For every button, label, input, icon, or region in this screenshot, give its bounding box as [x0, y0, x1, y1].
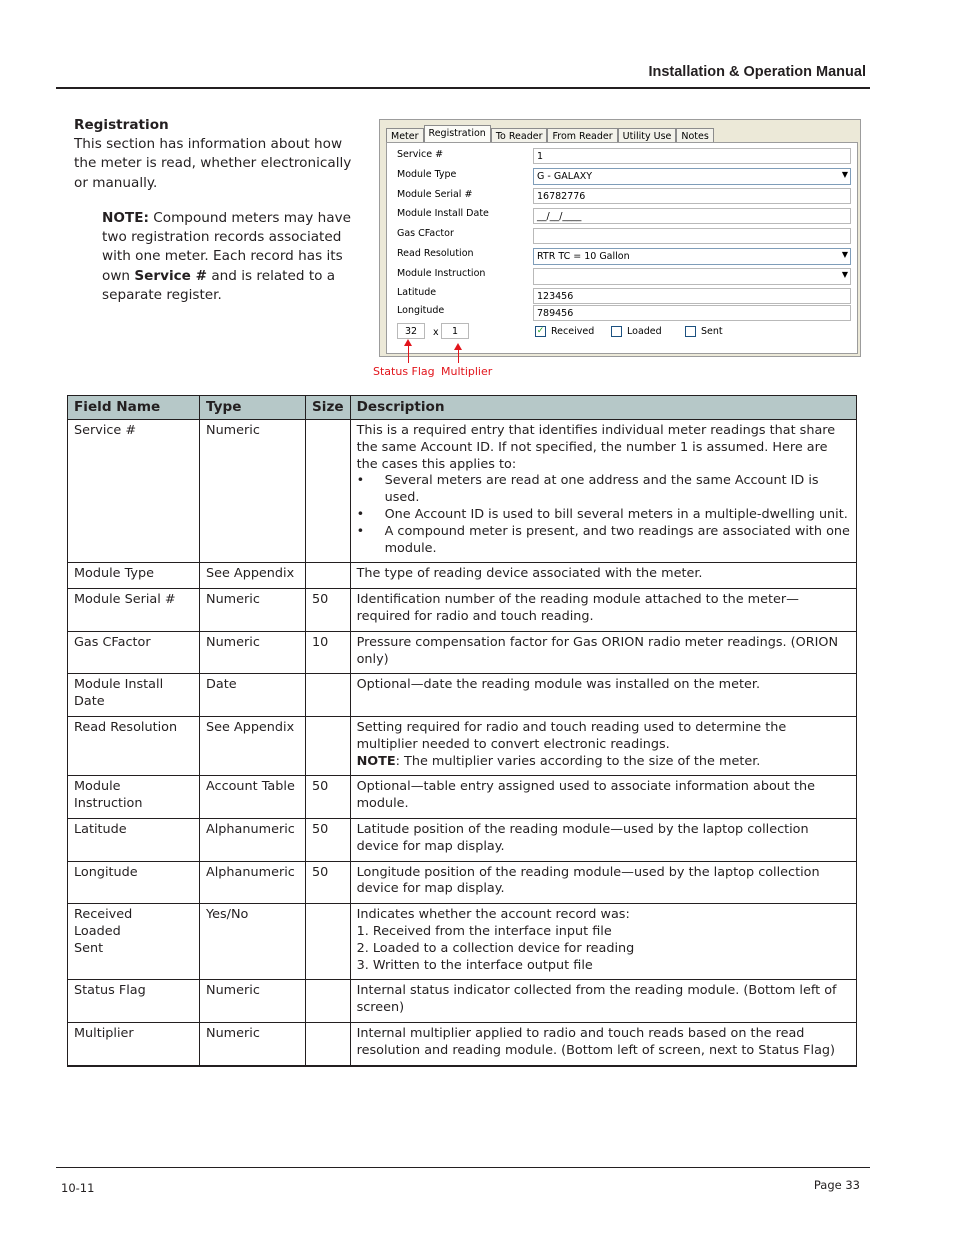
- cell-size: [306, 563, 351, 589]
- registration-panel: [386, 142, 858, 354]
- note-label: NOTE: [356, 753, 396, 769]
- bullet: •: [356, 523, 365, 539]
- cell-size: 50: [306, 861, 351, 904]
- registration-intro: [74, 116, 364, 193]
- read-resolution-label: Read Resolution: [397, 248, 474, 259]
- description-text: Setting required for radio and touch reading used to determine the multiplier needed to convert electronic readings.: [356, 719, 787, 752]
- install-date-input[interactable]: __/__/____: [533, 208, 851, 224]
- header-field-name: Field Name: [68, 396, 200, 420]
- cell-type: Yes/No: [200, 904, 306, 980]
- status-flag-arrow: [408, 345, 409, 363]
- cell-type: Account Table: [200, 776, 306, 819]
- note-text: : The multiplier varies according to the size of the meter.: [395, 753, 761, 769]
- cell-description: Internal status indicator collected from the reading module. (Bottom left of screen): [350, 980, 856, 1023]
- field-name-line: Sent: [74, 940, 104, 956]
- service-input[interactable]: 1: [533, 148, 851, 164]
- bullet: •: [356, 473, 365, 489]
- cell-description: Pressure compensation factor for Gas ORION radio meter readings. (ORION only): [350, 631, 856, 674]
- cell-size: 50: [306, 776, 351, 819]
- header-type: Type: [200, 396, 306, 420]
- intro-text: This section has information about how the meter is read, whether electronically or manually.: [74, 136, 352, 191]
- module-type-label: Module Type: [397, 169, 457, 180]
- cell-description: Optional—table entry assigned used to associate information about the module.: [350, 776, 856, 819]
- compound-meter-note: [102, 209, 368, 305]
- cell-description: [350, 420, 856, 563]
- cell-field-name: Module Instruction: [68, 776, 200, 819]
- cell-field-name: Module Type: [68, 563, 200, 589]
- table-row: [68, 589, 857, 632]
- cell-type: Numeric: [200, 589, 306, 632]
- section-heading: Registration: [74, 117, 169, 133]
- cell-size: [306, 904, 351, 980]
- cell-field-name: Service #: [68, 420, 200, 563]
- table-row: [68, 904, 857, 980]
- cell-size: [306, 980, 351, 1023]
- cell-size: [306, 1022, 351, 1065]
- received-check-box: ✓: [536, 326, 545, 336]
- tab-utility-use[interactable]: Utility Use: [618, 128, 677, 144]
- sent-label: Sent: [701, 326, 723, 337]
- header-description: Description: [350, 396, 856, 420]
- read-resolution-value: RTR TC = 10 Gallon: [537, 251, 630, 262]
- cell-type: Date: [200, 674, 306, 717]
- tab-notes[interactable]: Notes: [676, 128, 713, 144]
- cell-size: 10: [306, 631, 351, 674]
- read-resolution-select[interactable]: [533, 248, 851, 265]
- module-type-value: G - GALAXY: [537, 171, 593, 182]
- cell-type: Numeric: [200, 420, 306, 563]
- note-bold: Service #: [134, 267, 208, 284]
- loaded-label: Loaded: [627, 326, 662, 337]
- footer-rule: [56, 1167, 870, 1168]
- description-line: 3. Written to the interface output file: [356, 957, 593, 973]
- table-row: [68, 1022, 857, 1065]
- sent-check-box: [685, 326, 696, 337]
- received-label: Received: [551, 326, 595, 337]
- tab-registration[interactable]: Registration: [424, 125, 491, 144]
- cell-field-name: Longitude: [68, 861, 200, 904]
- cell-field-name: Gas CFactor: [68, 631, 200, 674]
- tab-meter[interactable]: Meter: [386, 128, 424, 144]
- table-row: [68, 563, 857, 589]
- cell-description: Longitude position of the reading module—used by the laptop collection device for map display.: [350, 861, 856, 904]
- cell-field-name: Latitude: [68, 818, 200, 861]
- latitude-label: Latitude: [397, 287, 437, 298]
- longitude-label: Longitude: [397, 305, 445, 316]
- table-row: [68, 980, 857, 1023]
- cell-description: Internal multiplier applied to radio and touch reads based on the read resolution and reading module. (Bottom left of screen, next to Status Flag): [350, 1022, 856, 1065]
- list-item: [357, 524, 850, 558]
- cell-size: 50: [306, 818, 351, 861]
- description-text: This is a required entry that identifies individual meter readings that share the same Account ID. If not specified, the number 1 is assumed. Here are the cases this applies to:: [356, 423, 836, 472]
- bullet-text: A compound meter is present, and two readings are associated with one module.: [384, 523, 850, 556]
- chevron-down-icon: ▼: [841, 170, 848, 179]
- multiply-sign: x: [433, 327, 439, 338]
- gas-cfactor-input[interactable]: [533, 228, 851, 244]
- multiplier-arrow: [458, 349, 459, 363]
- table-row: [68, 776, 857, 819]
- page-header-title: Installation & Operation Manual: [648, 64, 866, 80]
- cell-type: Numeric: [200, 631, 306, 674]
- table-row: [68, 861, 857, 904]
- loaded-checkbox[interactable]: [611, 326, 662, 337]
- gas-cfactor-label: Gas CFactor: [397, 228, 454, 239]
- field-description-table: [67, 395, 857, 1067]
- table-row: [68, 716, 857, 775]
- multiplier-box: 1: [441, 323, 469, 339]
- status-flag-box: 32: [397, 323, 425, 339]
- cell-description: [350, 716, 856, 775]
- cell-description: Optional—date the reading module was installed on the meter.: [350, 674, 856, 717]
- latitude-input[interactable]: 123456: [533, 288, 851, 304]
- cell-size: [306, 716, 351, 775]
- list-item: [357, 507, 850, 524]
- description-note: [357, 754, 850, 771]
- cell-field-name: Module Serial #: [68, 589, 200, 632]
- list-item: [357, 473, 850, 507]
- chevron-down-icon: ▼: [841, 250, 848, 259]
- cell-type: Alphanumeric: [200, 861, 306, 904]
- cell-field-name: Module Install Date: [68, 674, 200, 717]
- header-size: Size: [306, 396, 351, 420]
- module-instruction-select[interactable]: [533, 268, 851, 285]
- bullet-text: One Account ID is used to bill several meters in a multiple-dwelling unit.: [384, 506, 848, 522]
- longitude-input[interactable]: 789456: [533, 305, 851, 321]
- multiplier-annotation: Multiplier: [441, 365, 493, 378]
- page-number: Page 33: [813, 1178, 860, 1192]
- cell-field-name: [68, 904, 200, 980]
- description-line: 2. Loaded to a collection device for reading: [356, 940, 635, 956]
- cell-description: [350, 904, 856, 980]
- note-text-2: and is related to a separate register.: [102, 267, 336, 303]
- table-row: [68, 420, 857, 563]
- registration-screen: [379, 119, 861, 357]
- cell-description: Identification number of the reading module attached to the meter—required for radio and touch reading.: [350, 589, 856, 632]
- tab-from-reader[interactable]: From Reader: [547, 128, 617, 144]
- module-serial-input[interactable]: 16782776: [533, 188, 851, 204]
- cell-field-name: Status Flag: [68, 980, 200, 1023]
- note-text-1: Compound meters may have two registration records associated with one meter. Each record has its own: [102, 210, 352, 284]
- description-line: 1. Received from the interface input file: [356, 923, 612, 939]
- tab-to-reader[interactable]: To Reader: [491, 128, 548, 144]
- cell-type: Numeric: [200, 1022, 306, 1065]
- tab-bar: [386, 125, 714, 143]
- cell-description: The type of reading device associated with the meter.: [350, 563, 856, 589]
- field-name-line: Loaded: [74, 923, 121, 939]
- description-line: Indicates whether the account record was:: [356, 907, 630, 923]
- status-flag-annotation: Status Flag: [373, 365, 435, 378]
- note-label: NOTE:: [102, 210, 149, 226]
- received-checkbox[interactable]: [535, 326, 594, 337]
- module-instruction-label: Module Instruction: [397, 268, 486, 279]
- install-date-label: Module Install Date: [397, 208, 489, 219]
- cell-size: 50: [306, 589, 351, 632]
- cell-type: See Appendix: [200, 563, 306, 589]
- loaded-check-box: [611, 326, 622, 337]
- cell-size: [306, 420, 351, 563]
- bullet: •: [356, 506, 365, 522]
- service-label: Service #: [397, 149, 444, 160]
- cell-type: Alphanumeric: [200, 818, 306, 861]
- cell-size: [306, 674, 351, 717]
- module-serial-label: Module Serial #: [397, 189, 473, 200]
- cell-field-name: Multiplier: [68, 1022, 200, 1065]
- bullet-text: Several meters are read at one address and the same Account ID is used.: [384, 473, 819, 506]
- chevron-down-icon: ▼: [841, 270, 848, 279]
- module-type-select[interactable]: [533, 168, 851, 185]
- table-row: [68, 674, 857, 717]
- sent-checkbox[interactable]: [685, 326, 723, 337]
- table-row: [68, 631, 857, 674]
- footer-revision: 10-11: [61, 1181, 95, 1195]
- cell-type: See Appendix: [200, 716, 306, 775]
- cell-description: Latitude position of the reading module—used by the laptop collection device for map display.: [350, 818, 856, 861]
- cell-field-name: Read Resolution: [68, 716, 200, 775]
- header-rule: [56, 87, 870, 89]
- table-row: [68, 818, 857, 861]
- cell-type: Numeric: [200, 980, 306, 1023]
- field-name-line: Received: [74, 907, 133, 923]
- table-header-row: [68, 396, 857, 420]
